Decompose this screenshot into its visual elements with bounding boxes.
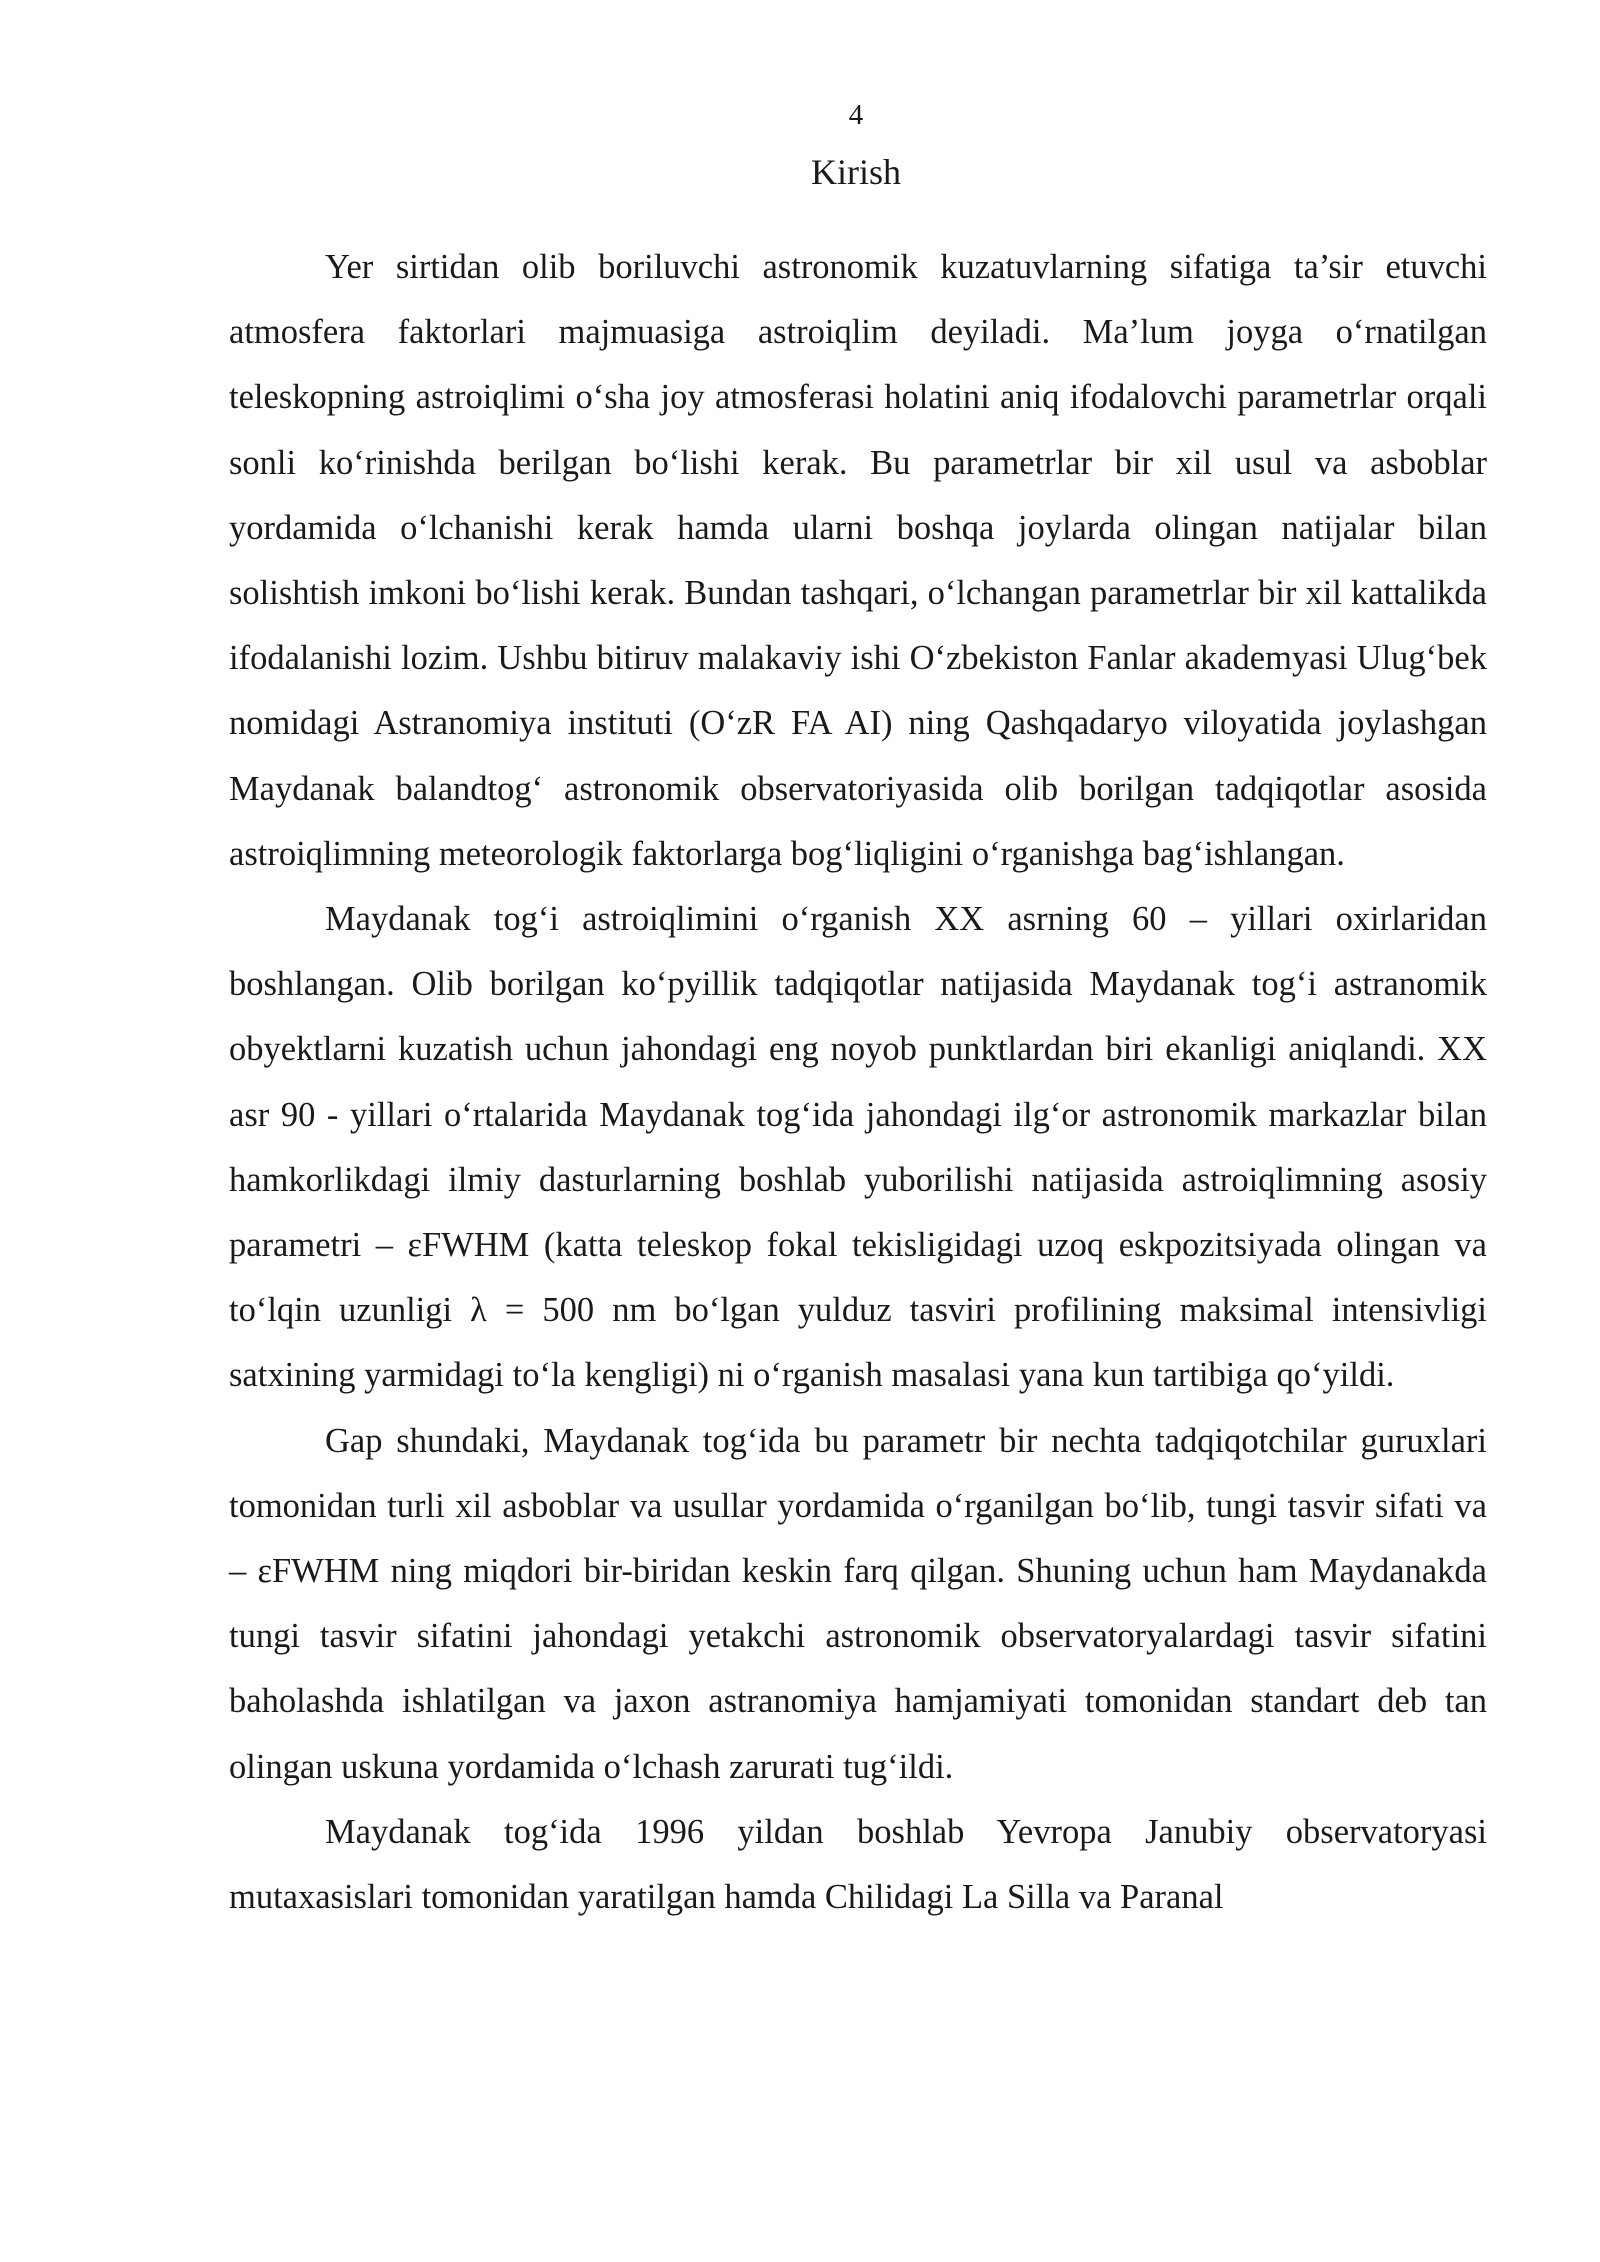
section-heading: Kirish [811, 152, 901, 192]
paragraph-4: Maydanak tog‘ida 1996 yildan boshlab Yevropa Janubiy observatoryasi mutaxasislari tomonidan yaratilgan hamda Chilidagi La Silla va Paranal [229, 1812, 1487, 1917]
paragraph-1: Yer sirtidan olib boriluvchi astronomik kuzatuvlarning sifatiga ta’sir etuvchi atmosfera faktorlari majmuasiga astroiqlim deyiladi. Ma’lum joyga o‘rnatilgan teleskopning astroiqlimi o‘sha joy atmosferasi holatini aniq ifodalovchi parametrlar orqali sonli ko‘rinishda berilgan bo‘lishi kerak. Bu parametrlar bir xil usul va asboblar yordamida o‘lchanishi kerak hamda ularni boshqa joylarda olingan natijalar bilan solishtish imkoni bo‘lishi kerak. Bundan tashqari, o‘lchangan parametrlar bir xil kattalikda ifodalanishi lozim. Ushbu bitiruv malakaviy ishi O‘zbekiston Fanlar akademyasi Ulug‘bek nomidagi Astranomiya instituti (O‘zR FA AI) ning Qashqadaryo viloyatida joylashgan Maydanak balandtog‘ astronomik observatoriyasida olib borilgan tadqiqotlar asosida astroiqlimning meteorologik faktorlarga bog‘liqligini o‘rganishga bag‘ishlangan. [229, 248, 1487, 873]
paragraph-3: Gap shundaki, Maydanak tog‘ida bu parametr bir nechta tadqiqotchilar guruxlari tomonidan turli xil asboblar va usullar yordamida o‘rganilgan bo‘lib, tungi tasvir sifati va – εFWHM ning miqdori bir-biridan keskin farq qilgan. Shuning uchun ham Maydanakda tungi tasvir sifatini jahondagi yetakchi astronomik observatoryalardagi tasvir sifatini baholashda ishlatilgan va jaxon astranomiya hamjamiyati tomonidan standart deb tan olingan uskuna yordamida o‘lchash zarurati tug‘ildi. [229, 1421, 1487, 1786]
paragraph-2: Maydanak tog‘i astroiqlimini o‘rganish XX asrning 60 – yillari oxirlaridan boshlangan. Olib borilgan ko‘pyillik tadqiqotlar natijasida Maydanak tog‘i astranomik obyektlarni kuzatish uchun jahondagi eng noyob punktlardan biri ekanligi aniqlandi. XX asr 90 - yillari o‘rtalarida Maydanak tog‘ida jahondagi ilg‘or astronomik markazlar bilan hamkorlikdagi ilmiy dasturlarning boshlab yuborilishi natijasida astroiqlimning asosiy parametri – εFWHM (katta teleskop fokal tekisligidagi uzoq eskpozitsiyada olingan va to‘lqin uzunligi λ = 500 nm bo‘lgan yulduz tasviri profilining maksimal intensivligi satxining yarmidagi to‘la kengligi) ni o‘rganish masalasi yana kun tartibiga qo‘yildi. [229, 900, 1487, 1395]
page-number: 4 [848, 99, 864, 131]
body-text [229, 235, 1487, 1930]
